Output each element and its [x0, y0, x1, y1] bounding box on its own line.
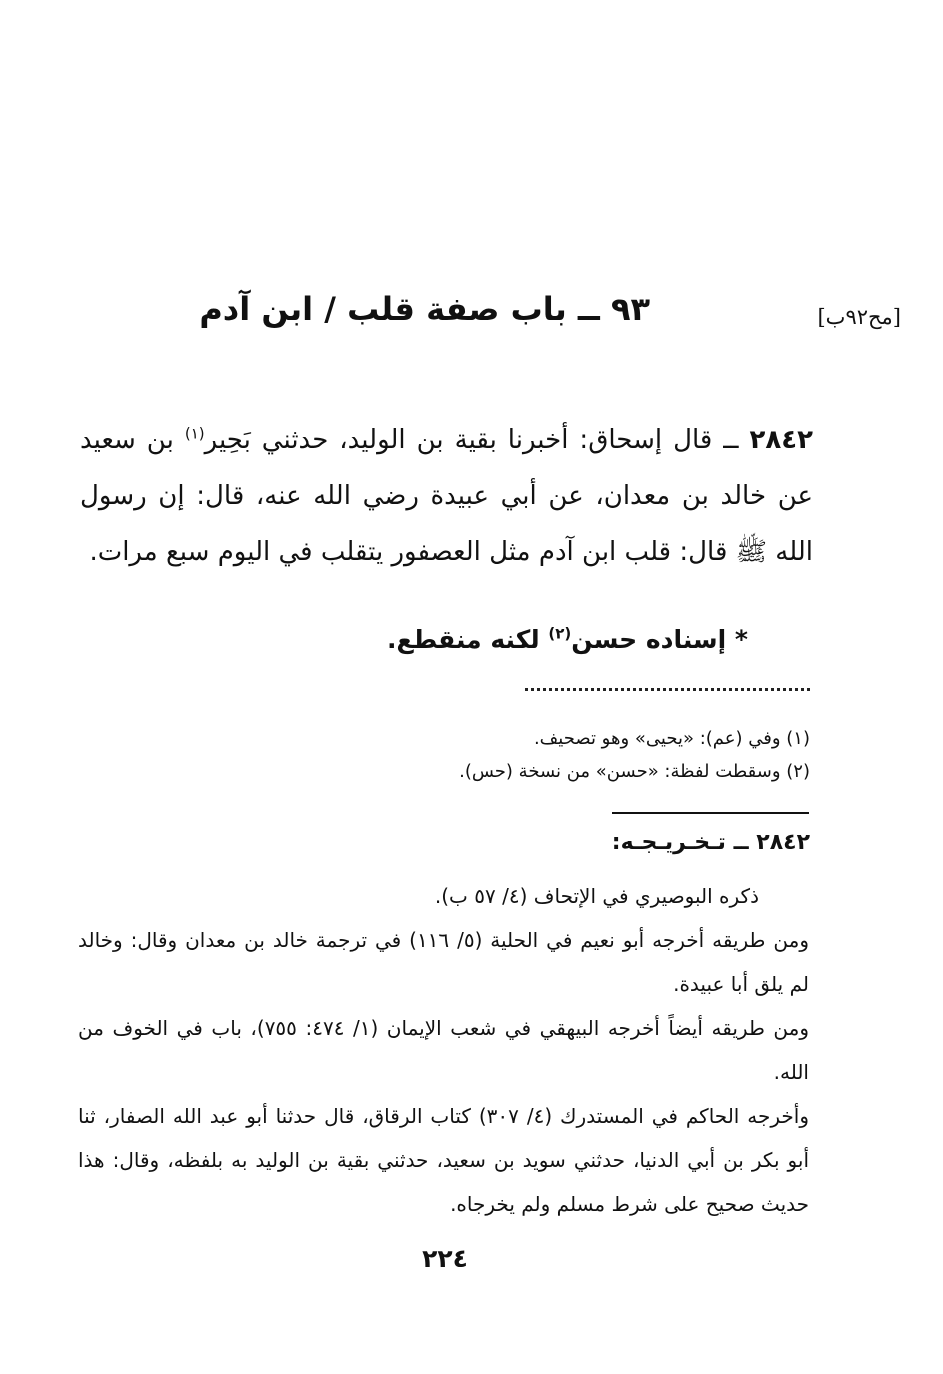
- takhrij-paragraph: ومن طريقه أخرجه أبو نعيم في الحلية (٥/ ١١٦) في ترجمة خالد بن معدان وقال: وخالد لم يلق أبا عبيدة.: [78, 928, 809, 996]
- star-icon: *: [726, 625, 748, 654]
- grade-text-part1: إسناده حسن: [571, 625, 727, 654]
- hadith-text-part1: قال إسحاق: أخبرنا بقية بن الوليد، حدثني بَحِير: [204, 425, 713, 455]
- hadith-dash: ــ: [712, 425, 750, 455]
- takhrij-heading: ٢٨٤٢ ــ تـخـريـجـه:: [611, 830, 810, 855]
- takhrij-paragraph: وأخرجه الحاكم في المستدرك (٤/ ٣٠٧) كتاب الرقاق، قال حدثنا أبو عبد الله الصفار، ثنا أبو بكر بن أبي الدنيا، حدثني سويد بن سعيد، حدثني بقية بن الوليد به بلفظه، وقال: هذا حديث صحيح على شرط مسلم ولم يخرجاه.: [78, 1104, 809, 1216]
- page-number: ٢٢٤: [422, 1244, 468, 1273]
- footnote-ref-1[interactable]: (١): [184, 424, 205, 443]
- margin-manuscript-note: [مح٩٢ب]: [817, 305, 901, 329]
- grade-text-part2: لكنه منقطع.: [387, 625, 549, 654]
- takhrij-paragraph: ومن طريقه أيضاً أخرجه البيهقي في شعب الإيمان (١/ ٤٧٤: ٧٥٥)، باب في الخوف من الله.: [78, 1016, 809, 1084]
- hadith-text: [80, 412, 813, 580]
- footnote-separator-dots: [525, 688, 810, 691]
- section-divider: [612, 812, 809, 814]
- hadith-number: ٢٨٤٢: [749, 425, 814, 455]
- footnote-1: (١) وفي (عم): «يحيى» وهو تصحيف.: [533, 728, 810, 749]
- footnote-2: (٢) وسقطت لفظة: «حسن» من نسخة (حس).: [459, 761, 810, 782]
- footnotes: [110, 722, 810, 788]
- takhrij-body: [78, 874, 809, 1226]
- hadith-grade: [387, 625, 748, 654]
- hadith-text-part2: بن سعيد عن خالد بن معدان، عن أبي عبيدة رضي الله عنه، قال: إن رسول الله ﷺ قال: قلب ابن آدم مثل العصفور يتقلب في اليوم سبع مرات.: [80, 425, 813, 567]
- footnote-ref-2[interactable]: (٢): [548, 624, 572, 643]
- chapter-title: ٩٣ ــ باب صفة قلب / ابن آدم: [199, 290, 650, 328]
- takhrij-paragraph: ذكره البوصيري في الإتحاف (٤/ ٥٧ ب).: [434, 884, 759, 908]
